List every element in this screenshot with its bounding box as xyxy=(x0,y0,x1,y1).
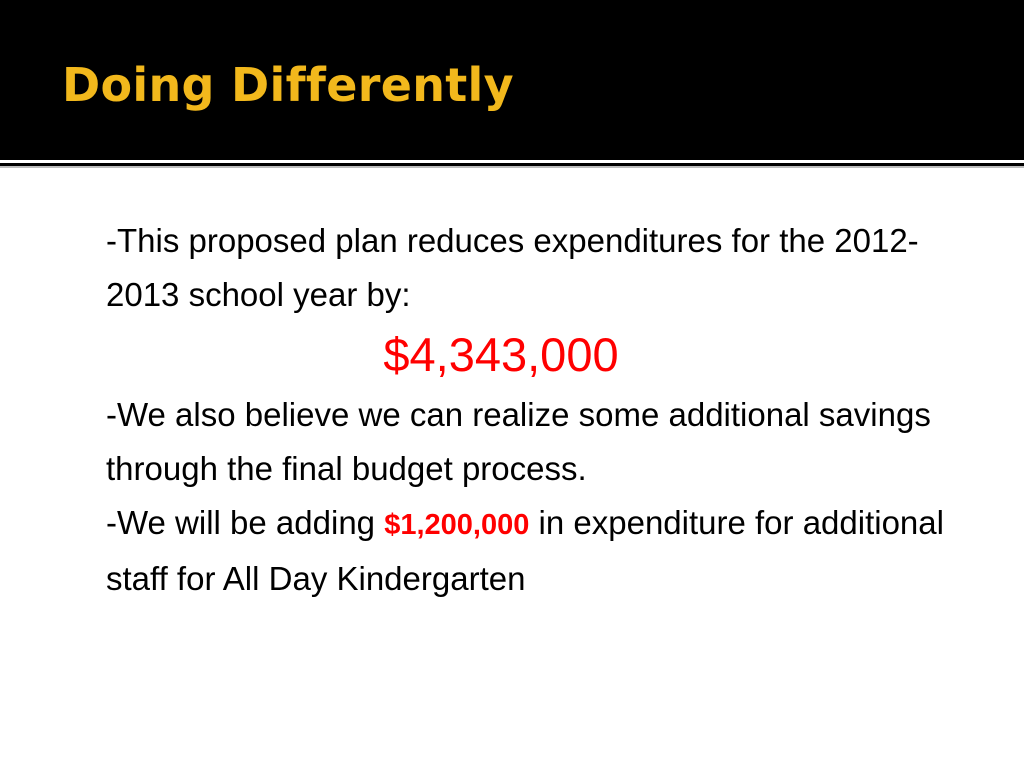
slide-body xyxy=(106,214,976,606)
paragraph-expenditure-reduction: -This proposed plan reduces expenditures for the 2012-2013 school year by: xyxy=(106,222,919,313)
title-divider-shadow xyxy=(0,166,1024,168)
paragraph-additional-savings: -We also believe we can realize some additional savings through the final budget process. xyxy=(106,396,931,487)
paragraph-kindergarten-suffix: in expenditure for additional staff for All Day Kindergarten xyxy=(106,504,944,597)
kindergarten-amount: $1,200,000 xyxy=(384,509,530,541)
title-bar xyxy=(0,0,1024,160)
slide-title: Doing Differently xyxy=(62,58,514,112)
paragraph-kindergarten-prefix: -We will be adding xyxy=(106,504,385,541)
paragraph-kindergarten-staff xyxy=(106,496,976,606)
reduction-amount: $4,343,000 xyxy=(383,328,619,381)
